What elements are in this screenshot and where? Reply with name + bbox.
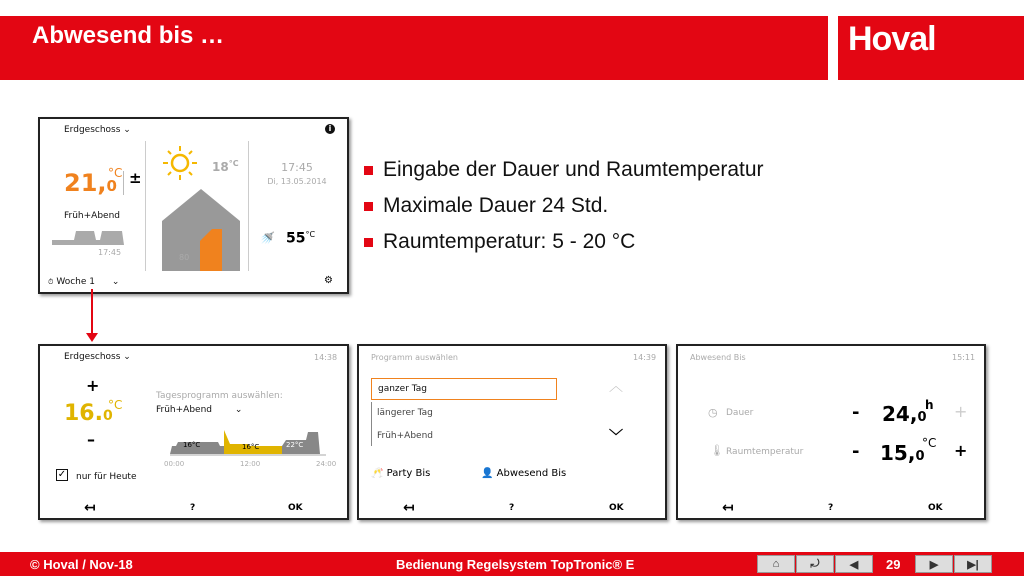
- program-label: Früh+Abend: [64, 211, 120, 221]
- bullet-item: Eingabe der Dauer und Raumtemperatur: [364, 157, 764, 193]
- outside-temp-value: 18: [212, 160, 229, 174]
- duration-unit: h: [925, 398, 934, 412]
- return-nav-button[interactable]: [796, 555, 834, 573]
- room-temp-int: 15,: [880, 441, 916, 465]
- screen-time: 14:38: [314, 353, 338, 362]
- zone-label: Erdgeschoss: [64, 125, 121, 135]
- program-label: Früh+Abend: [156, 405, 212, 415]
- slide-title: Abwesend bis …: [32, 22, 225, 49]
- duration-increase-button[interactable]: +: [954, 402, 968, 421]
- temp-int: 21,: [64, 169, 107, 197]
- list-item-selected[interactable]: [371, 378, 557, 400]
- checkbox-label: nur für Heute: [76, 472, 137, 482]
- temp-unit: °C: [108, 166, 123, 180]
- room-temp-increase-button[interactable]: +: [954, 441, 968, 460]
- house-icon: [162, 189, 240, 271]
- clock-icon: ◷: [708, 406, 718, 419]
- back-arrow-icon[interactable]: ↤: [722, 500, 734, 516]
- clock-time: 17:45: [281, 161, 313, 174]
- arrow-connector: [91, 289, 93, 335]
- divider: [123, 171, 124, 195]
- duration-dec: 0: [917, 410, 927, 425]
- arrow-head-icon: [86, 333, 98, 342]
- header-bar: [0, 16, 828, 80]
- next-nav-button[interactable]: [915, 555, 953, 573]
- page-number: 29: [886, 557, 901, 572]
- dhw-temp-value: 55: [286, 230, 306, 247]
- temp-int: 16.: [64, 401, 103, 426]
- room-temp-decrease-button[interactable]: -: [852, 441, 860, 462]
- screen-time: 14:39: [633, 353, 657, 362]
- clock-date: Di, 13.05.2014: [267, 177, 327, 186]
- room-temp-value: [880, 441, 924, 465]
- temp-dec: 0: [102, 408, 113, 424]
- main-screen: [38, 117, 349, 294]
- duration-decrease-button[interactable]: -: [852, 402, 860, 423]
- list-rail: [371, 402, 372, 446]
- help-button[interactable]: ?: [509, 503, 515, 513]
- set-temperature: [64, 401, 113, 426]
- footer-bar: [0, 552, 1024, 576]
- list-item[interactable]: Früh+Abend: [377, 431, 433, 441]
- gear-icon[interactable]: ⚙: [324, 275, 333, 286]
- program-select-screen: [357, 344, 667, 520]
- outside-temperature: [212, 159, 239, 174]
- temp-unit: °C: [108, 398, 123, 412]
- glasses-icon: 🥂: [371, 468, 384, 479]
- duration-value: [882, 402, 926, 426]
- week-label: Woche 1: [56, 277, 95, 287]
- list-item[interactable]: längerer Tag: [377, 408, 433, 418]
- bullet-list: [364, 157, 764, 265]
- room-temp-dec: 0: [915, 449, 925, 464]
- previous-nav-button[interactable]: [835, 555, 873, 573]
- checkbox[interactable]: ✓: [57, 469, 67, 480]
- outside-temp-unit: °C: [228, 159, 239, 168]
- screen-time: 15:11: [952, 353, 976, 362]
- decrease-button[interactable]: –: [87, 430, 95, 449]
- back-arrow-icon[interactable]: ↤: [403, 500, 415, 516]
- thermometer-icon: 🌡: [710, 444, 724, 457]
- chevron-down-icon: ⌄: [123, 352, 131, 362]
- chevron-down-icon: ⌄: [234, 405, 243, 415]
- ok-button[interactable]: OK: [288, 503, 303, 513]
- home-nav-button[interactable]: [757, 555, 795, 573]
- screen-title: Abwesend Bis: [690, 353, 746, 362]
- copyright: © Hoval / Nov-18: [30, 557, 133, 572]
- divider: [248, 141, 249, 271]
- faucet-icon: 🚿: [260, 231, 275, 245]
- away-label: Abwesend Bis: [496, 468, 567, 479]
- axis-tick: 12:00: [240, 460, 261, 468]
- sun-icon: [162, 145, 198, 181]
- divider: [145, 141, 146, 271]
- list-item-label: ganzer Tag: [378, 384, 427, 394]
- back-arrow-icon[interactable]: ↤: [84, 500, 96, 516]
- chevron-down-icon: ⌄: [111, 277, 120, 287]
- home-icon: ⌂: [772, 558, 780, 570]
- clock-icon: ⏱: [48, 278, 54, 286]
- duration-label: Dauer: [726, 408, 754, 418]
- axis-tick: 00:00: [164, 460, 185, 468]
- ok-button[interactable]: OK: [928, 503, 943, 513]
- room-temp-unit: °C: [922, 436, 937, 450]
- bullet-item: Maximale Dauer 24 Std.: [364, 193, 764, 229]
- temp-dec: 0: [106, 177, 117, 195]
- house-value: 80: [179, 253, 190, 262]
- bullet-item: Raumtemperatur: 5 - 20 °C: [364, 229, 764, 265]
- graph-time: 17:45: [98, 248, 122, 257]
- program-select[interactable]: [156, 405, 242, 415]
- adjust-button[interactable]: ±: [129, 169, 142, 187]
- arrow-left-icon: ◀: [849, 558, 859, 571]
- help-button[interactable]: ?: [828, 503, 834, 513]
- day-program-label: Tagesprogramm auswählen:: [156, 391, 283, 401]
- duration-int: 24,: [882, 402, 918, 426]
- skip-end-icon: ▶|: [967, 558, 979, 571]
- logo-box: [838, 16, 1024, 80]
- segment-label: 16°C: [183, 441, 201, 449]
- zone-select[interactable]: [64, 125, 131, 135]
- temperature-screen: [38, 344, 349, 520]
- axis-tick: 24:00: [316, 460, 337, 468]
- hoval-logo: Hoval: [848, 20, 936, 58]
- return-icon: ⤾: [810, 557, 820, 570]
- increase-button[interactable]: +: [86, 376, 100, 395]
- schedule-graph: [52, 225, 132, 247]
- week-select[interactable]: [48, 277, 119, 287]
- away-button[interactable]: [481, 468, 566, 479]
- person-icon: 👤: [481, 468, 494, 479]
- last-nav-button[interactable]: [954, 555, 992, 573]
- info-icon[interactable]: i: [325, 124, 335, 134]
- segment-label: 22°C: [286, 441, 304, 449]
- party-button[interactable]: [371, 468, 430, 479]
- zone-label: Erdgeschoss: [64, 352, 121, 362]
- help-button[interactable]: ?: [190, 503, 196, 513]
- segment-label: 16°C: [242, 443, 260, 451]
- zone-select[interactable]: [64, 352, 131, 362]
- screen-title: Programm auswählen: [371, 353, 458, 362]
- chevron-down-icon[interactable]: ﹀: [609, 429, 623, 445]
- party-label: Party Bis: [386, 468, 431, 479]
- ok-button[interactable]: OK: [609, 503, 624, 513]
- arrow-right-icon: ▶: [929, 558, 939, 571]
- dhw-temperature: [286, 230, 315, 247]
- footer-title: Bedienung Regelsystem TopTronic® E: [396, 557, 635, 572]
- chevron-up-icon[interactable]: ︿: [609, 379, 623, 395]
- chevron-down-icon: ⌄: [123, 125, 131, 135]
- room-temp-label: Raumtemperatur: [726, 447, 804, 457]
- dhw-temp-unit: °C: [305, 230, 316, 239]
- away-until-screen: [676, 344, 986, 520]
